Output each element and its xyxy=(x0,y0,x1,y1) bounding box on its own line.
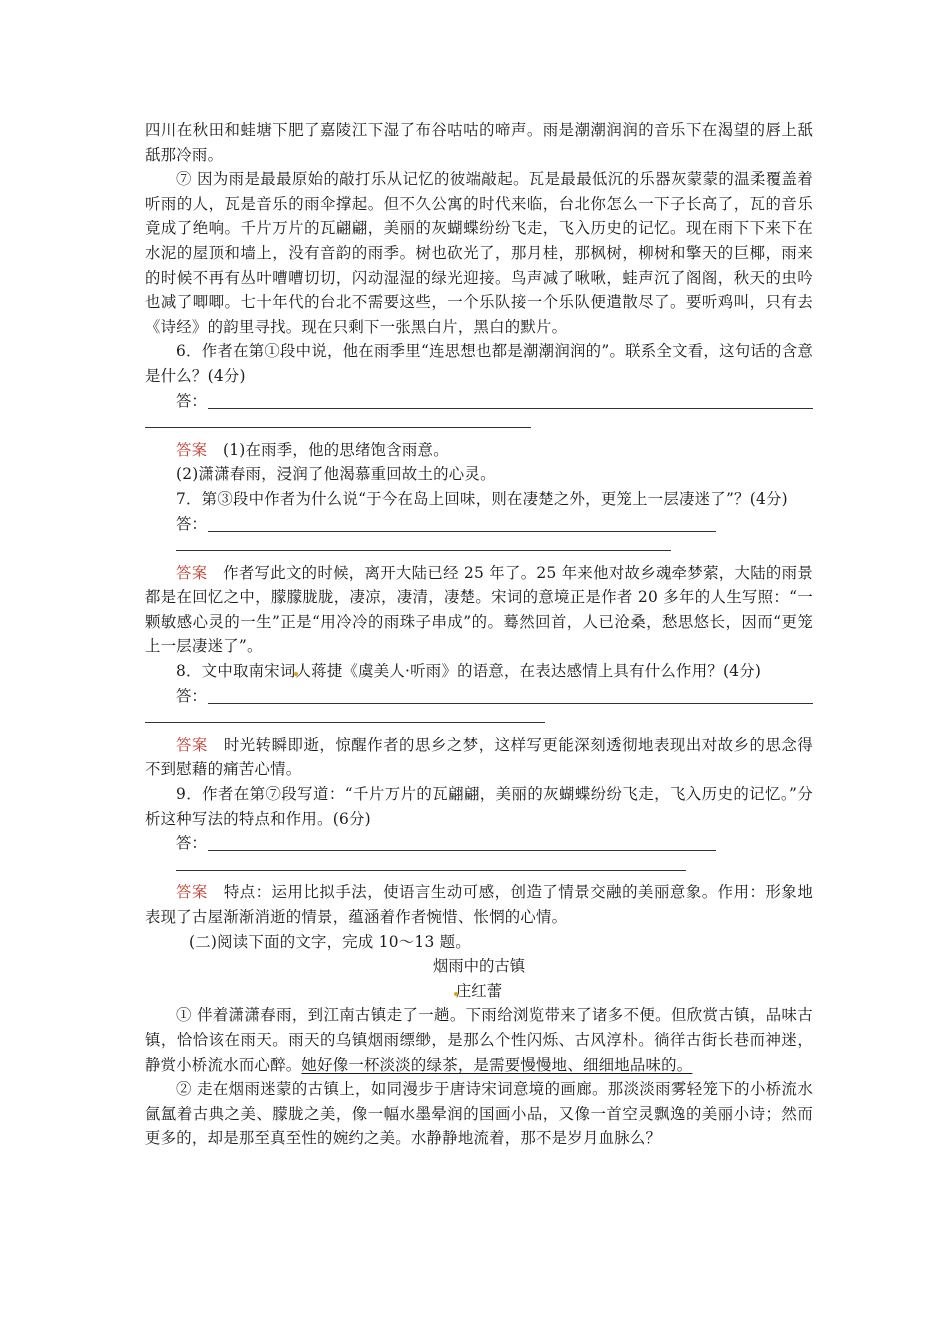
answer-rule xyxy=(208,703,813,704)
answer-text: 时光转瞬即逝，惊醒作者的思乡之梦，这样写更能深刻透彻地表现出对故乡的思念得不到慰藉的痛苦心情。 xyxy=(145,735,813,779)
answer-q8 xyxy=(145,733,813,782)
answer-text: 作者写此文的时候，离开大陆已经 25 年了。25 年来他对故乡魂牵梦萦，大陆的雨景都是在回忆之中，朦朦胧胧，凄凉，凄清，凄楚。宋词的意境正是作者 20 多年的人生写照：“一颗敏感心灵的一生”正是“用冷冷的雨珠子串成”的。蓦然回首，人已沧桑，愁思悠长，因而“更笼上一层凄迷了”。 xyxy=(145,563,813,656)
paragraph-text: ① 伴着潇潇春雨，到江南古镇走了一趟。下雨给浏览带来了诸多不便。但欣赏古镇，品味古镇，恰恰该在雨天。雨天的乌镇烟雨缥缈，是那么个性闪烁、古风淳朴。徜徉古街长巷而神迷，静赏小桥流水而心醉。 xyxy=(145,1006,813,1074)
answer-rule xyxy=(208,850,716,851)
answer-line-q9[interactable] xyxy=(145,831,813,856)
article-paragraph-1 xyxy=(145,1003,813,1077)
answer-blank-line-q8[interactable] xyxy=(145,708,813,733)
article-paragraph-2: ② 走在烟雨迷蒙的古镇上，如同漫步于唐诗宋词意境的画廊。那淡淡雨雾轻笼下的小桥流水氤氲着古典之美、朦胧之美，像一幅水墨晕润的国画小品，又像一首空灵飘逸的美丽小诗；然而更多的，却是那至真至性的婉约之美。水静静地流着，那不是岁月血脉么？ xyxy=(145,1080,813,1148)
answer-text: 特点：运用比拟手法，使语言生动可感，创造了情景交融的美丽意象。作用：形象地表现了古屋渐渐消逝的情景，蕴涵着作者惋惜、怅惘的心情。 xyxy=(145,883,813,926)
question-7: 7．第③段中作者为什么说“于今在岛上回味，则在凄楚之外，更笼上一层凄迷了”？(4分) xyxy=(176,489,788,508)
answer-blank-line-q9[interactable] xyxy=(145,856,813,881)
answer-line-q7[interactable] xyxy=(145,512,813,537)
question-text: 8．文中取南宋词 xyxy=(176,662,296,681)
answer-prefix: 答： xyxy=(176,391,207,410)
section-2-intro: (二)阅读下面的文字，完成 10～13 题。 xyxy=(189,932,471,951)
passage-paragraph-7: ⑦ 因为雨是最最原始的敲打乐从记忆的彼端敲起。瓦是最最低沉的乐器灰蒙蒙的温柔覆盖着听雨的人，瓦是音乐的雨伞撑起。但不久公寓的时代来临，台北你怎么一下子长高了，瓦的音乐竟成了绝响。千片万片的瓦翩翩，美丽的灰蝴蝶纷纷飞走，飞入历史的记忆。现在雨下下来下在水泥的屋顶和墙上，没有音韵的雨季。树也砍光了，那月桂，那枫树，柳树和擎天的巨椰，雨来的时候不再有丛叶嘈嘈切切，闪动湿湿的绿光迎接。鸟声减了啾啾，蛙声沉了阁阁，秋天的虫吟也减了唧唧。七十年代的台北不需要这些，一个乐队接一个乐队便遣散尽了。要听鸡叫，只有去《诗经》的韵里寻找。现在只剩下一张黑白片，黑白的默片。 xyxy=(145,170,813,336)
answer-rule xyxy=(176,870,686,871)
article-author xyxy=(145,979,813,1004)
answer-q6-1 xyxy=(145,438,813,463)
document-page xyxy=(145,118,813,1151)
question-8 xyxy=(145,659,813,684)
answer-line-q8[interactable] xyxy=(145,684,813,709)
answer-rule xyxy=(145,427,531,428)
answer-rule xyxy=(145,722,545,723)
answer-label: 答案 xyxy=(176,563,208,582)
question-text: 人蒋捷《虞美人·听雨》的语意，在表达感情上具有什么作用？(4分) xyxy=(295,662,762,681)
answer-label: 答案 xyxy=(176,735,208,754)
answer-prefix: 答： xyxy=(176,834,207,853)
answer-rule xyxy=(208,531,716,532)
answer-label: 答案 xyxy=(176,440,208,459)
answer-q7 xyxy=(145,561,813,659)
answer-blank-line-q6[interactable] xyxy=(145,413,813,438)
question-9: 9．作者在第⑦段写道：“千片万片的瓦翩翩，美丽的灰蝴蝶纷纷飞走，飞入历史的记忆。”分析这种写法的特点和作用。(6分) xyxy=(145,785,813,828)
answer-q6-2: (2)潇潇春雨，浸润了他渴慕重回故土的心灵。 xyxy=(176,465,496,484)
passage-paragraph-continued: 四川在秋田和蛙塘下肥了嘉陵江下湿了布谷咕咕的啼声。雨是潮潮润润的音乐下在渴望的唇上舐舐那冷雨。 xyxy=(145,121,813,164)
answer-label: 答案 xyxy=(176,883,208,902)
answer-rule xyxy=(208,408,813,409)
author-name: 庄红蕾 xyxy=(455,981,503,1000)
answer-rule xyxy=(176,550,671,551)
article-title: 烟雨中的古镇 xyxy=(432,957,526,976)
answer-text: (1)在雨季，他的思绪饱含雨意。 xyxy=(222,440,449,459)
answer-prefix: 答： xyxy=(176,686,207,705)
answer-blank-line-q7[interactable] xyxy=(145,536,813,561)
answer-q9 xyxy=(145,880,813,929)
underlined-sentence: 她好像一杯淡淡的绿茶，是需要慢慢地、细细地品味的。 xyxy=(301,1055,693,1074)
answer-prefix: 答： xyxy=(176,514,207,533)
answer-line-q6[interactable] xyxy=(145,389,813,414)
question-6: 6．作者在第①段中说，他在雨季里“连思想也都是潮潮润润的”。联系全文看，这句话的含意是什么？(4分) xyxy=(145,342,813,385)
